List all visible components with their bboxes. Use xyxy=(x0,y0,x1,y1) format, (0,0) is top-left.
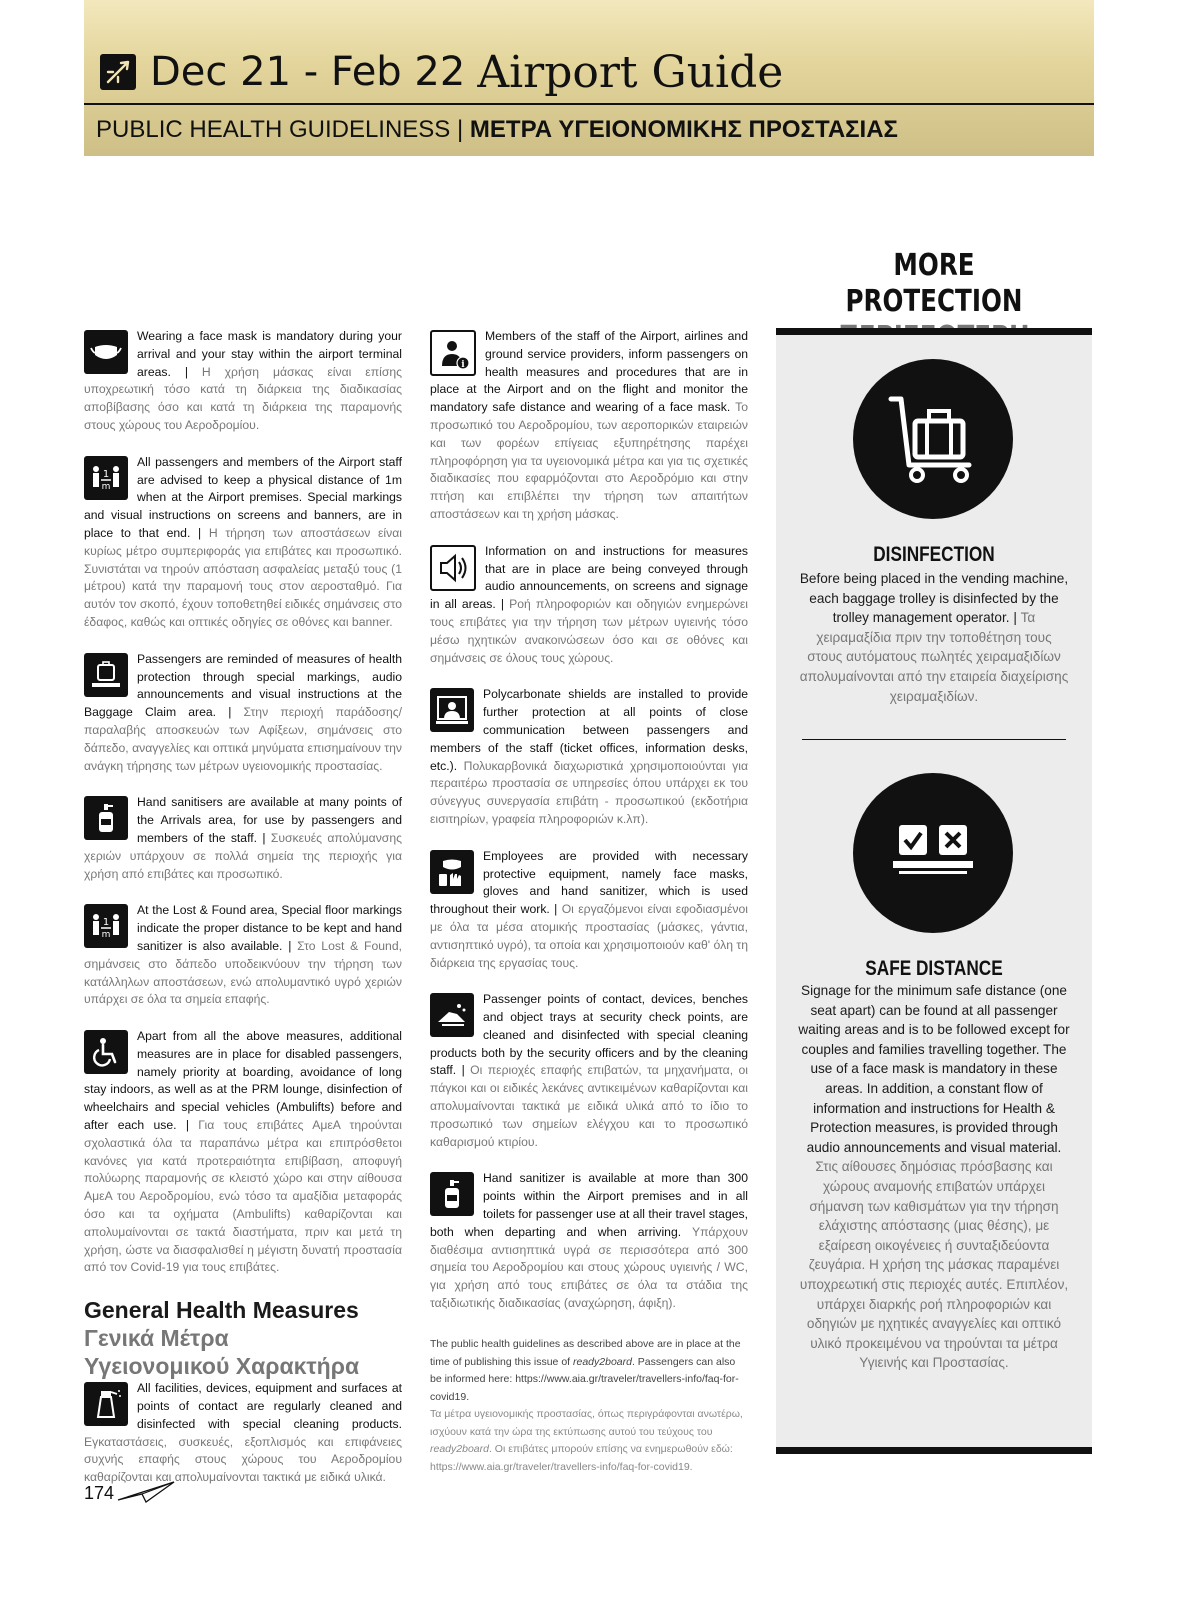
svg-text:m: m xyxy=(101,930,111,941)
guideline-item xyxy=(430,686,748,828)
sidebar-heading-en: MORE PROTECTION xyxy=(845,248,1023,319)
cleaning-hand-icon xyxy=(430,993,474,1037)
magazine-name: ready2board xyxy=(573,1355,632,1368)
guideline-item xyxy=(84,902,402,1009)
title-guide: Airport Guide xyxy=(477,46,784,98)
baggage-claim-icon xyxy=(84,653,128,697)
item-text-gr: Ροή πληροφοριών και οδηγιών ενημερώνει τους επιβάτες για την τήρηση των μέτρων υγιεινής τόσο μέσω ηχητικών ανακοινώσεων όσο και σε οθόνες και σημάνσεις σε όλους τους χώρους. xyxy=(430,597,749,665)
item-text-en: At the Lost & Found area, Special floor markings indicate the proper distance to be kept and hand sanitizer is also available. xyxy=(137,903,402,953)
lang-separator: | xyxy=(185,1118,199,1133)
distance-1m-icon xyxy=(84,904,128,948)
safe-distance-text xyxy=(798,981,1070,1373)
page-subtitle xyxy=(96,116,898,144)
item-text-gr: Για τους επιβάτες ΑμεΑ τηρούνται σχολαστικά όλα τα παραπάνω μέτρα και επιπρόσθετοι κανόνες για κατά προτεραιότητα επιβίβαση, αποφυγή πολύωρης παραμονής σε κλειστό χώρο και στην αίθουσα ΑμεΑ του Αεροδρομίου, ενώ τόσο τα αμαξίδια μεταφοράς όσο και τα οχήματα (Ambulifts) καθαρίζονται και απολυμαίνονται σε τακτά διαστήματα, πριν και μετά τη χρήση, ώστε να διασφαλισθεί η μέγιστη δυνατή προστασία από τον Covid-19 για τους επιβάτες. xyxy=(84,1118,403,1275)
footnote-en-link: . Passengers can also be informed here: https://www.aia.gr/traveler/travellers-info/faq-for-covid19. xyxy=(430,1355,739,1403)
speaker-icon xyxy=(430,545,476,591)
disinfection-title: DISINFECTION xyxy=(873,543,995,566)
general-measures-title-gr: Γενικά Μέτρα xyxy=(84,1325,229,1352)
guideline-item xyxy=(430,328,748,524)
item-text-en: All facilities, devices, equipment and surfaces at points of contact are regularly cleaned and disinfected with special cleaning products. xyxy=(137,1381,402,1431)
guideline-item xyxy=(84,1380,402,1487)
lang-separator: | xyxy=(500,597,510,612)
guideline-item xyxy=(430,848,748,973)
lang-separator: | xyxy=(1013,610,1021,626)
footnote-en-text: The public health guidelines as described above are in place at the time of publishing this issue of xyxy=(430,1338,741,1368)
lang-separator: | xyxy=(461,1063,471,1078)
seat-check-icon xyxy=(853,773,1013,933)
item-text-gr: Υπάρχουν διαθέσιμα αντισηπτικά υγρά σε περισσότερα από 300 σημεία του Αεροδρομίου και στους χώρους υγιεινής / WC, για χρήση από τους επιβάτες σε όλα τα στάδια της ταξιδιωτικής διαδικασίας (αναχώρηση, άφιξη). xyxy=(430,1224,748,1311)
guideline-item xyxy=(430,543,748,668)
page-number-value: 174 xyxy=(84,1483,115,1503)
item-text-en: Polycarbonate shields are installed to provide further protection at all points of close communication between passengers and members of the staff (ticket offices, information desks, etc.). xyxy=(430,687,748,773)
paper-plane-icon xyxy=(114,1478,176,1509)
item-text-en: Apart from all the above measures, additional measures are in place for disabled passengers, namely priority at boarding, avoidance of long stay indoors, as well as at the PRM lounge, disinfection of wheelchairs and special vehicles (Ambulifts) before and after each use. xyxy=(84,1029,402,1133)
item-text-gr: Οι εργαζόμενοι είναι εφοδιασμένοι με όλα τα μέσα ατομικής προστασίας (μάσκες, γάντια, αντισηπτικό υγρό), τα οποία και χρησιμοποιούν καθ' όλη τη διάρκεια της εργασίας τους. xyxy=(430,902,748,970)
guideline-item xyxy=(84,328,402,435)
item-text-en: Hand sanitisers are available at many points of the Arrivals area, for use by passengers and members of the staff. xyxy=(137,795,402,845)
page-title xyxy=(100,44,783,100)
footnote-gr-text: Τα μέτρα υγειονομικής προστασίας, όπως περιγράφονται ανωτέρω, ισχύουν κατά την ώρα της εκτύπωσης αυτού του τεύχους του xyxy=(430,1408,743,1438)
guideline-item xyxy=(84,1028,402,1277)
more-protection-sidebar xyxy=(776,328,1092,1454)
item-text-gr: Πολυκαρβονικά διαχωριστικά χρησιμοποιούνται για περαιτέρω προστασία σε υπηρεσίες όπου υπάρχει εκ του σύνεγγυς συνεργασία επιβάτη - προσωπικού (εκδοτήρια εισιτηρίων, γραφεία πληροφοριών κ.λπ). xyxy=(430,758,748,826)
subtitle-en: PUBLIC HEALTH GUIDELINESS xyxy=(96,116,451,143)
safe-distance-text-en: Signage for the minimum safe distance (one seat apart) can be found at all passenger waiting areas and is to be followed except for couples and families travelling together. The use of a face mask is mandatory in these areas. In addition, a constant flow of information and instructions for Health & Protection measures, is provided through audio announcements and visual material. xyxy=(798,983,1070,1155)
item-text-en: Employees are provided with necessary protective equipment, namely face masks, gloves and hand sanitizer, which is used throughout their work. xyxy=(430,848,748,917)
footnote-en xyxy=(430,1336,748,1406)
staff-info-icon xyxy=(430,330,476,376)
lang-separator: | xyxy=(262,830,271,845)
magazine-name: ready2board xyxy=(430,1443,489,1455)
footnote-gr xyxy=(430,1406,748,1476)
item-text-gr: Το προσωπικό του Αεροδρομίου, των αεροπορικών εταιρειών και των φορέων επίγειας εξυπηρέτησης παρέχει πληροφόρηση για τα υγειονομικά μέτρα και για τις σχετικές διαδικασίες που εφαρμόζονται στο Αεροδρόμιο και στην πτήση και επιβλέπει την τήρηση των απαιτήτων αποστάσεων και τη χρήση μάσκας. xyxy=(430,400,748,521)
face-mask-icon xyxy=(84,330,128,374)
baggage-trolley-icon xyxy=(853,359,1013,519)
item-text-gr: Οι περιοχές επαφής επιβατών, τα μηχανήματα, οι πάγκοι και οι ειδικές λεκάνες αντικειμένων καθαρίζονται και απολυμαίνονται τακτικά με ειδικά υλικά από το ίδιο το προσωπικό των σημείων ελέγχου και το προσωπικό καθαρισμού κτιρίου. xyxy=(430,1063,748,1149)
page-number xyxy=(84,1478,176,1509)
lang-separator: | xyxy=(228,705,244,720)
item-text-gr: Εγκαταστάσεις, συσκευές, εξοπλισμός και επιφάνειες συχνής επαφής στους χώρους του Αεροδρομίου καθαρίζονται και απολυμαίνονται τακτικά με ειδικά υλικά. xyxy=(84,1434,402,1485)
left-column xyxy=(84,328,402,1506)
protective-equipment-icon xyxy=(430,850,474,894)
hand-sanitiser-icon xyxy=(84,796,128,840)
item-text-gr: Η χρήση μάσκας είναι επίσης υποχρεωτική τόσο κατά τη διάρκεια της διαδικασίας αποβίβασης όσο και κατά τη διάρκεια της παραμονής στους χώρους του Αεροδρομίου. xyxy=(84,364,402,432)
item-text-en: Wearing a face mask is mandatory during your arrival and your stay within the airport terminal areas. xyxy=(137,329,402,379)
disinfection-text-gr: Τα χειραμαξίδια πριν την τοποθέτηση τους στους αυτόματους πωλητές χειραμαξιδίων απολυμαίνονται από την εταιρεία διαχείρισης χειραμαξιδίων. xyxy=(799,610,1069,704)
guideline-item xyxy=(84,651,402,776)
lang-separator: | xyxy=(554,902,562,917)
subtitle-separator: | xyxy=(450,116,470,143)
hand-sanitiser-icon xyxy=(430,1172,474,1216)
airplane-icon xyxy=(100,54,136,90)
footnote-gr-link: . Οι επιβάτες μπορούν επίσης να ενημερωθούν εδώ: https://www.aia.gr/traveler/travellers-info/faq-for-covid19. xyxy=(430,1443,733,1473)
guideline-item xyxy=(84,794,402,883)
header-divider xyxy=(84,103,1094,105)
title-dates: Dec 21 - Feb 22 xyxy=(150,49,466,95)
svg-text:i: i xyxy=(461,360,465,370)
guideline-item xyxy=(84,454,402,632)
subtitle-gr: ΜΕΤΡΑ ΥΓΕΙΟΝΟΜΙΚΗΣ ΠΡΟΣΤΑΣΙΑΣ xyxy=(469,116,898,143)
svg-text:1: 1 xyxy=(102,917,110,929)
lang-separator: | xyxy=(198,525,209,540)
item-text-gr: Συσκευές απολύμανσης χεριών υπάρχουν σε πολλά σημεία της περιοχής για χρήση από επιβάτες και προσωπικό. xyxy=(84,830,402,881)
svg-text:m: m xyxy=(101,481,111,492)
disinfection-text xyxy=(798,569,1070,706)
distance-1m-icon xyxy=(84,456,128,500)
lang-separator: | xyxy=(288,938,298,953)
item-text-en: Hand sanitizer is available at more than 300 points within the Airport premises and in all toilets for passenger use at all their travel stages, both when departing and when arriving. xyxy=(430,1171,748,1239)
item-text-gr: Στο Lost & Found, σημάνσεις στο δάπεδο υποδεικνύουν την τήρηση των κατάλληλων αποστάσεων, ενώ απολυμαντικό υγρό χεριών υπάρχει σε όλα τα σημεία επαφής. xyxy=(84,938,402,1007)
middle-column xyxy=(430,328,748,1332)
svg-text:1: 1 xyxy=(102,468,110,480)
shield-screen-icon xyxy=(430,688,474,732)
footnote xyxy=(430,1336,748,1476)
general-measures-title-gr: Υγειονομικού Χαρακτήρα xyxy=(84,1353,360,1380)
general-measures-title: General Health Measures xyxy=(84,1297,359,1324)
disinfection-text-en: Before being placed in the vending machine, each baggage trolley is disinfected by the trolley management operator. xyxy=(799,571,1069,626)
item-text-en: Passengers are reminded of measures of health protection through special markings, audio announcements and visual instructions at the Baggage Claim area. xyxy=(84,651,402,720)
safe-distance-text-gr: Στις αίθουσες δημόσιας πρόσβασης και χώρους αναμονής επιβατών υπάρχει σήμανση των καθισμάτων για την τήρηση ελάχιστης απόστασης (μιας θέσης), με εξαίρεση οικογένειες ή συνταξιδεύοντα ζευγάρια. Η χρήση της μάσκας παραμένει υποχρεωτική στις περιοχές αυτές. Επιπλέον, υπάρχει διαρκής ροή πληροφοριών και οδηγιών με ηχητικές αναγγελίες και οπτικό υλικό προκειμένου να τηρούνται τα μέτρα Υγιεινής και Προστασίας. xyxy=(799,1159,1069,1371)
header-banner xyxy=(84,0,1094,156)
item-text-gr: Η τήρηση των αποστάσεων είναι κυρίως μέτρο συμπεριφοράς για επιβάτες και προσωπικό. Συνιστάται να τηρούν απόσταση ασφαλείας μεταξύ τους (1 μέτρου) κατά την παραμονή τους στον αεροσταθμό. Για αυτόν τον σκοπό, έχουν τοποθετηθεί ειδικές σημάνσεις στο έδαφος, καθώς και οπτικές οδηγίες σε οθόνες και banner. xyxy=(84,525,402,629)
guideline-item xyxy=(430,991,748,1151)
item-text-en: Passenger points of contact, devices, benches and object trays at security check points, are cleaned and disinfected with special cleaning products both by the security officers and by the cleaning staff. xyxy=(430,992,748,1078)
safe-distance-title: SAFE DISTANCE xyxy=(865,957,1003,980)
wheelchair-icon xyxy=(84,1030,128,1074)
item-text-en: Members of the staff of the Airport, airlines and ground service providers, inform passengers on health measures and procedures that are in place at the Airport and on the flight and monitor the mandatory safe distance and wearing of a face mask. xyxy=(430,329,748,415)
spray-bottle-icon xyxy=(84,1382,128,1426)
item-text-en: All passengers and members of the Airport staff are advised to keep a physical distance of 1m when at the Airport premises. Special markings and visual instructions on screens and banners, are in place to that end. xyxy=(84,454,402,540)
guideline-item xyxy=(430,1170,748,1312)
item-text-gr: Στην περιοχή παράδοσης/ παραλαβής αποσκευών των Αφίξεων, σημάνσεις στο δάπεδο, αναγγελίες και οπτικά μηνύματα επισημαίνουν την ανάγκη τήρησης των μέτρων υγειονομικής προστασίας. xyxy=(84,705,402,773)
item-text-en: Information on and instructions for measures that are in place are being conveyed through audio announcements, on screens and signage in all areas. xyxy=(430,543,748,612)
sidebar-divider xyxy=(802,739,1066,740)
lang-separator: | xyxy=(184,364,202,379)
